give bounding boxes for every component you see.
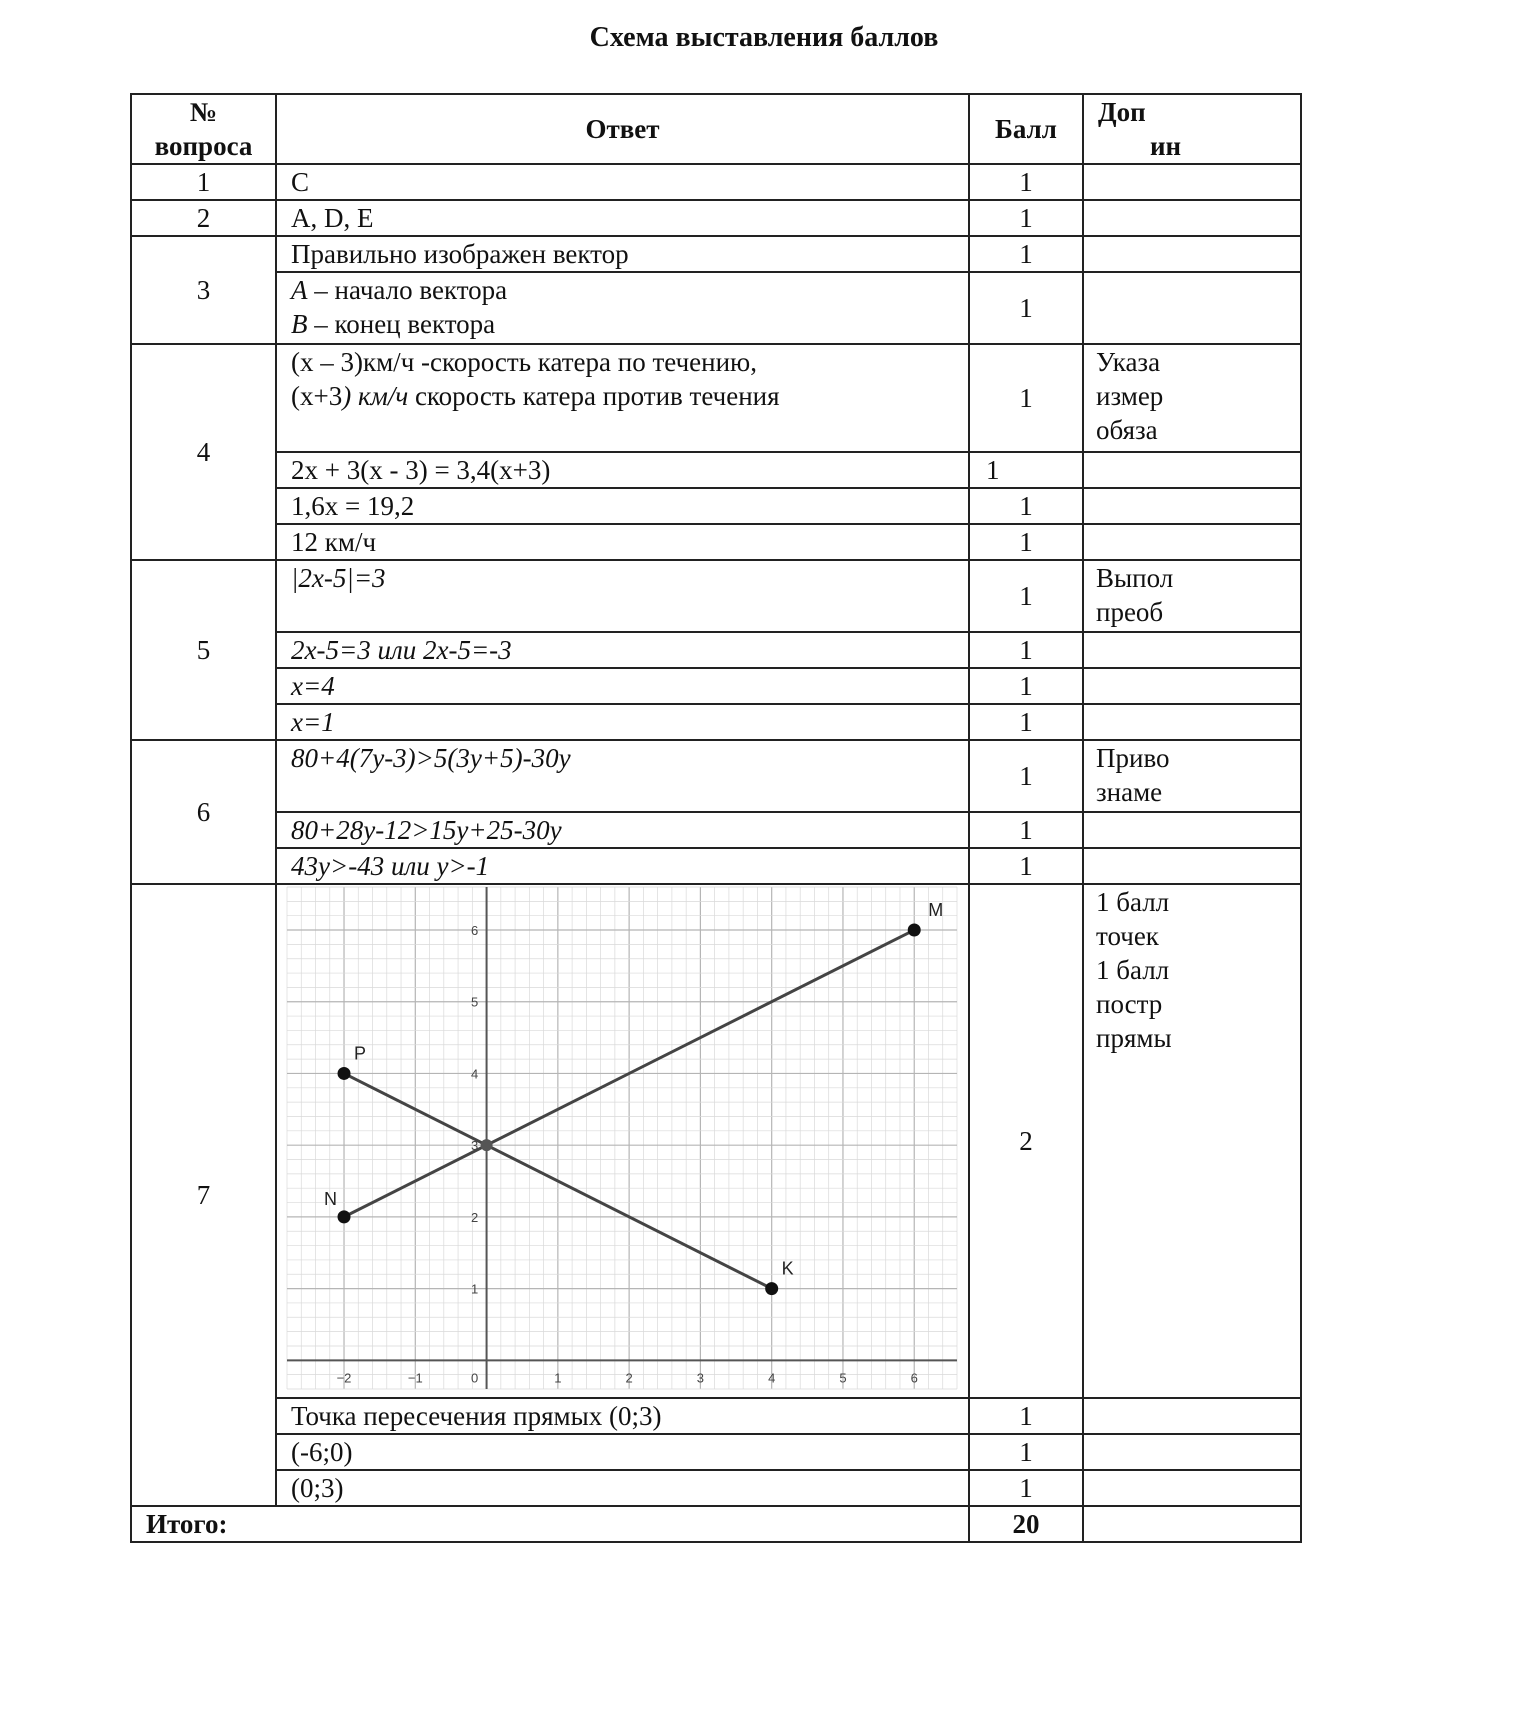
answer-cell — [276, 344, 969, 452]
note-cell — [1083, 236, 1301, 272]
vector-end-text: – конец вектора — [307, 309, 496, 339]
point-label-k: K — [781, 1258, 794, 1279]
table-row — [131, 236, 1301, 272]
score-cell: 1 — [969, 272, 1083, 344]
note-cell — [1083, 272, 1301, 344]
table-row — [131, 1398, 1301, 1434]
note-cell — [1083, 488, 1301, 524]
note-line: измер — [1096, 381, 1164, 411]
answer-cell: 12 км/ч — [276, 524, 969, 560]
answer-cell: 2x + 3(x - 3) = 3,4(x+3) — [276, 452, 969, 488]
note-line: знаме — [1096, 777, 1163, 807]
note-cell — [1083, 524, 1301, 560]
answer-cell: |2x-5|=3 — [276, 560, 969, 632]
score-cell: 1 — [969, 452, 1083, 488]
note-cell — [1083, 164, 1301, 200]
score-cell: 1 — [969, 236, 1083, 272]
table-row — [131, 344, 1301, 452]
x-tick-label: 4 — [768, 1370, 776, 1386]
question-number: 4 — [131, 344, 276, 560]
score-cell: 1 — [969, 740, 1083, 812]
vector-start-var: A — [291, 275, 308, 305]
table-row — [131, 1434, 1301, 1470]
table-row — [131, 848, 1301, 884]
note-line: Выпол — [1096, 563, 1174, 593]
table-row — [131, 164, 1301, 200]
table-row — [131, 704, 1301, 740]
question-number: 5 — [131, 560, 276, 740]
scoring-table — [130, 93, 1302, 1543]
answer-cell — [276, 272, 969, 344]
note-line: 1 балл — [1096, 955, 1170, 985]
table-row — [131, 524, 1301, 560]
table-row — [131, 812, 1301, 848]
note-line: постр — [1096, 989, 1163, 1019]
note-cell — [1083, 200, 1301, 236]
note-cell — [1083, 740, 1301, 812]
table-row — [131, 452, 1301, 488]
total-label: Итого: — [131, 1506, 969, 1542]
score-cell: 1 — [969, 200, 1083, 236]
score-cell: 1 — [969, 344, 1083, 452]
note-line: Указа — [1096, 347, 1161, 377]
note-cell — [1083, 344, 1301, 452]
score-cell: 1 — [969, 632, 1083, 668]
question-number: 6 — [131, 740, 276, 884]
header-extra-line2: ин — [1150, 131, 1182, 161]
question-number: 3 — [131, 236, 276, 344]
note-cell — [1083, 452, 1301, 488]
x-tick-label: 2 — [625, 1370, 633, 1386]
question-number: 2 — [131, 200, 276, 236]
table-row — [131, 560, 1301, 632]
table-row — [131, 668, 1301, 704]
y-tick-label: 4 — [470, 1066, 479, 1082]
answer-cell: 1,6x = 19,2 — [276, 488, 969, 524]
table-row — [131, 272, 1301, 344]
vector-end-var: B — [291, 309, 308, 339]
answer-cell: 43y>-43 или y>-1 — [276, 848, 969, 884]
page-title: Схема выставления баллов — [589, 22, 939, 53]
intersection-point — [481, 1139, 493, 1151]
x-tick-label: 5 — [839, 1370, 847, 1386]
graph-cell — [276, 884, 969, 1398]
x-tick-label: −1 — [407, 1370, 423, 1386]
note-line: обяза — [1096, 415, 1158, 445]
note-cell — [1083, 1434, 1301, 1470]
score-cell: 2 — [969, 884, 1083, 1398]
x-tick-label: 3 — [696, 1370, 705, 1386]
y-tick-label: 2 — [470, 1209, 479, 1225]
note-cell — [1083, 632, 1301, 668]
score-cell: 1 — [969, 812, 1083, 848]
note-line: Приво — [1096, 743, 1170, 773]
note-cell — [1083, 1398, 1301, 1434]
note-cell — [1083, 1506, 1301, 1542]
note-cell — [1083, 1470, 1301, 1506]
note-cell — [1083, 884, 1301, 1398]
note-line: преоб — [1096, 597, 1164, 627]
point-label-n: N — [324, 1188, 338, 1209]
total-value: 20 — [969, 1506, 1083, 1542]
table-row — [131, 884, 1301, 1398]
header-question-number — [131, 94, 276, 164]
y-tick-label: 3 — [470, 1138, 479, 1154]
table-row — [131, 1470, 1301, 1506]
y-tick-label: 6 — [470, 923, 479, 939]
table-row — [131, 632, 1301, 668]
point-k — [765, 1282, 778, 1295]
y-tick-label: 1 — [470, 1281, 479, 1297]
answer-cell: 80+28y-12>15y+25-30y — [276, 812, 969, 848]
table-row — [131, 488, 1301, 524]
x-tick-label: −2 — [336, 1370, 352, 1386]
header-num-symbol: № — [189, 97, 218, 127]
header-extra-line1: Доп — [1098, 97, 1146, 127]
score-cell: 1 — [969, 1470, 1083, 1506]
graph-tick-labels — [337, 923, 918, 1385]
score-cell: 1 — [969, 164, 1083, 200]
answer-cell: 2x-5=3 или 2x-5=-3 — [276, 632, 969, 668]
score-cell: 1 — [969, 560, 1083, 632]
x-tick-label: 0 — [470, 1370, 479, 1386]
answer-cell: 80+4(7y-3)>5(3y+5)-30y — [276, 740, 969, 812]
table-header-row — [131, 94, 1301, 164]
total-row — [131, 1506, 1301, 1542]
question-number: 1 — [131, 164, 276, 200]
answer-cell: Правильно изображен вектор — [276, 236, 969, 272]
score-cell: 1 — [969, 1398, 1083, 1434]
score-cell: 1 — [969, 848, 1083, 884]
note-cell — [1083, 812, 1301, 848]
vector-start-text: – начало вектора — [307, 275, 508, 305]
score-cell: 1 — [969, 1434, 1083, 1470]
header-extra-info — [1083, 94, 1301, 164]
x-tick-label: 6 — [910, 1370, 918, 1386]
answer-line — [291, 379, 954, 413]
question-number: 7 — [131, 884, 276, 1506]
y-tick-label: 5 — [470, 994, 479, 1010]
table-row — [131, 740, 1301, 812]
note-cell — [1083, 848, 1301, 884]
answer-fragment-italic: ) км/ч — [342, 381, 409, 411]
answer-cell: C — [276, 164, 969, 200]
note-line: точек — [1096, 921, 1159, 951]
score-cell: 1 — [969, 704, 1083, 740]
answer-cell: (0;3) — [276, 1470, 969, 1506]
score-cell: 1 — [969, 488, 1083, 524]
score-cell: 1 — [969, 524, 1083, 560]
answer-cell: x=1 — [276, 704, 969, 740]
note-cell — [1083, 668, 1301, 704]
point-label-p: P — [354, 1043, 367, 1064]
answer-cell: (-6;0) — [276, 1434, 969, 1470]
vector-end-line — [291, 307, 954, 341]
vector-start-line — [291, 273, 954, 307]
graph-points — [324, 900, 943, 1295]
note-cell — [1083, 560, 1301, 632]
point-m — [908, 924, 921, 937]
point-n — [338, 1210, 351, 1223]
graph-axes — [287, 887, 957, 1389]
note-line: прямы — [1096, 1023, 1172, 1053]
graph-grid — [287, 887, 957, 1389]
point-label-m: M — [928, 900, 944, 921]
answer-cell: x=4 — [276, 668, 969, 704]
note-cell — [1083, 704, 1301, 740]
answer-cell: Точка пересечения прямых (0;3) — [276, 1398, 969, 1434]
x-tick-label: 1 — [554, 1370, 562, 1386]
header-score: Балл — [969, 94, 1083, 164]
coordinate-graph — [287, 887, 957, 1389]
point-p — [338, 1067, 351, 1080]
header-answer: Ответ — [276, 94, 969, 164]
note-line: 1 балл — [1096, 887, 1170, 917]
score-cell: 1 — [969, 668, 1083, 704]
answer-fragment: скорость катера против течения — [408, 381, 780, 411]
table-row — [131, 200, 1301, 236]
answer-line: (x – 3)км/ч -скорость катера по течению, — [291, 347, 757, 377]
answer-cell: A, D, E — [276, 200, 969, 236]
header-num-word: вопроса — [154, 131, 253, 161]
answer-fragment: (x+3 — [291, 381, 343, 411]
